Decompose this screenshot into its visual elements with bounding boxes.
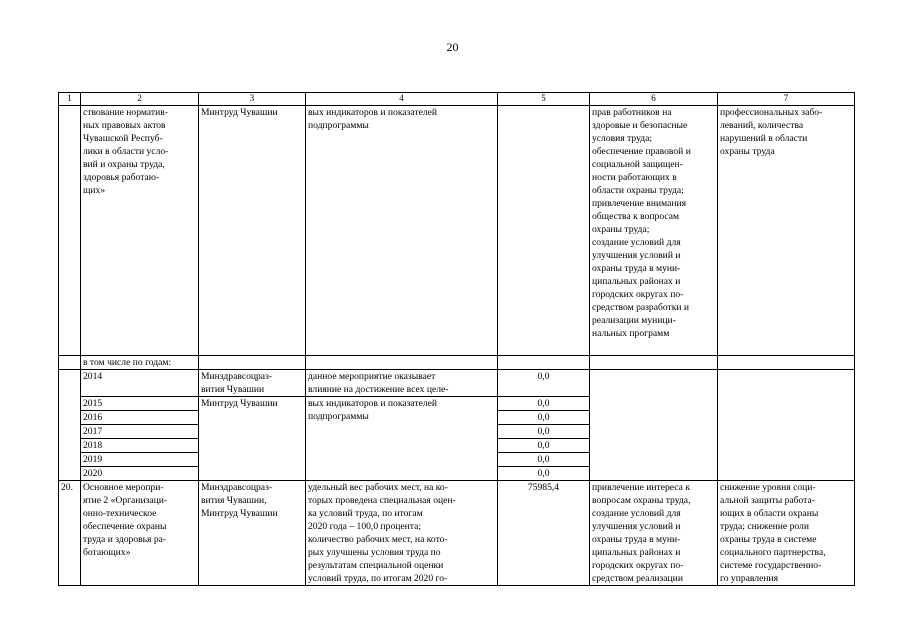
header-cell: 5 <box>498 93 590 106</box>
year-label: 2020 <box>81 467 199 481</box>
consequence-cell: профессиональных забо- леваний, количества нарушений в области охраны труда <box>718 106 855 356</box>
year-label: 2017 <box>81 425 199 439</box>
measure-name-cell: ствование норматив- ных правовых актов Чувашской Респуб- лики в области усло- вий и охраны труда, здоровья работаю- щих» <box>81 106 199 356</box>
year-value: 0,0 <box>498 425 590 439</box>
page-number: 20 <box>446 40 459 54</box>
year-value: 0,0 <box>498 370 590 397</box>
header-cell: 4 <box>306 93 498 106</box>
year-value: 0,0 <box>498 397 590 411</box>
year-label: 2018 <box>81 439 199 453</box>
year-value: 0,0 <box>498 439 590 453</box>
executor-cell: Минздравсоцраз- вития Чувашии, Минтруд Чувашии <box>199 481 306 586</box>
header-cell: 6 <box>590 93 718 106</box>
measure-name-cell: Основное меропри- ятие 2 «Организаци- онно-техническое обеспечение охраны труда и здоровья ра- ботающих» <box>81 481 199 586</box>
year-row <box>59 370 855 397</box>
indicator-cell: данное мероприятие оказывает влияние на достижение всех целе- <box>306 370 498 397</box>
header-cell: 7 <box>718 93 855 106</box>
year-value: 0,0 <box>498 467 590 481</box>
year-label: 2015 <box>81 397 199 411</box>
year-value: 0,0 <box>498 453 590 467</box>
consequence-cell: снижение уровня соци- альной защиты работа- ющих в области охраны труда; снижение роли охраны труда в системе социального партнерства, системе государственно- го управления <box>718 481 855 586</box>
result-cell: привлечение интереса к вопросам охраны труда, создание условий для улучшения условий и охраны труда в муни- ципальных районах и городских округах по- средством реализации <box>590 481 718 586</box>
row-num-cell <box>59 106 81 356</box>
indicator-cell: вых индикаторов и показателей подпрограммы <box>306 397 498 481</box>
year-value: 0,0 <box>498 411 590 425</box>
year-label: 2014 <box>81 370 199 397</box>
indicator-cell: удельный вес рабочих мест, на ко- торых проведена специальная оцен- ка условий труда, по итогам 2020 года – 100,0 процента; количество рабочих мест, на кото- рых улучшены условия труда по результатам специальной оценки условий труда, по итогам 2020 го- <box>306 481 498 586</box>
executor-cell: Минздравсоцраз- вития Чувашии <box>199 370 306 397</box>
header-row <box>59 93 855 106</box>
indicator-cell: вых индикаторов и показателей подпрограммы <box>306 106 498 356</box>
program-table <box>58 92 855 586</box>
funding-cell: 75985,4 <box>498 481 590 586</box>
result-cell: прав работников на здоровые и безопасные условия труда; обеспечение правовой и социальной защищен- ности работающих в области охраны труда; привлечение внимания общества к вопросам охраны труда; создание условий для улучшения условий и охраны труда в муни- ципальных районах и городских округах по- средством разработки и реализации муници- нальных программ <box>590 106 718 356</box>
header-cell: 3 <box>199 93 306 106</box>
year-label: 2019 <box>81 453 199 467</box>
row-number: 20. <box>59 481 81 586</box>
by-years-label: в том числе по годам: <box>81 356 199 370</box>
funding-cell <box>498 106 590 356</box>
main-measure-row <box>59 481 855 586</box>
by-years-row <box>59 356 855 370</box>
year-label: 2016 <box>81 411 199 425</box>
continued-row <box>59 106 855 356</box>
executor-cell: Минтруд Чувашии <box>199 397 306 481</box>
header-cell: 1 <box>59 93 81 106</box>
header-cell: 2 <box>81 93 199 106</box>
executor-cell: Минтруд Чувашии <box>199 106 306 356</box>
